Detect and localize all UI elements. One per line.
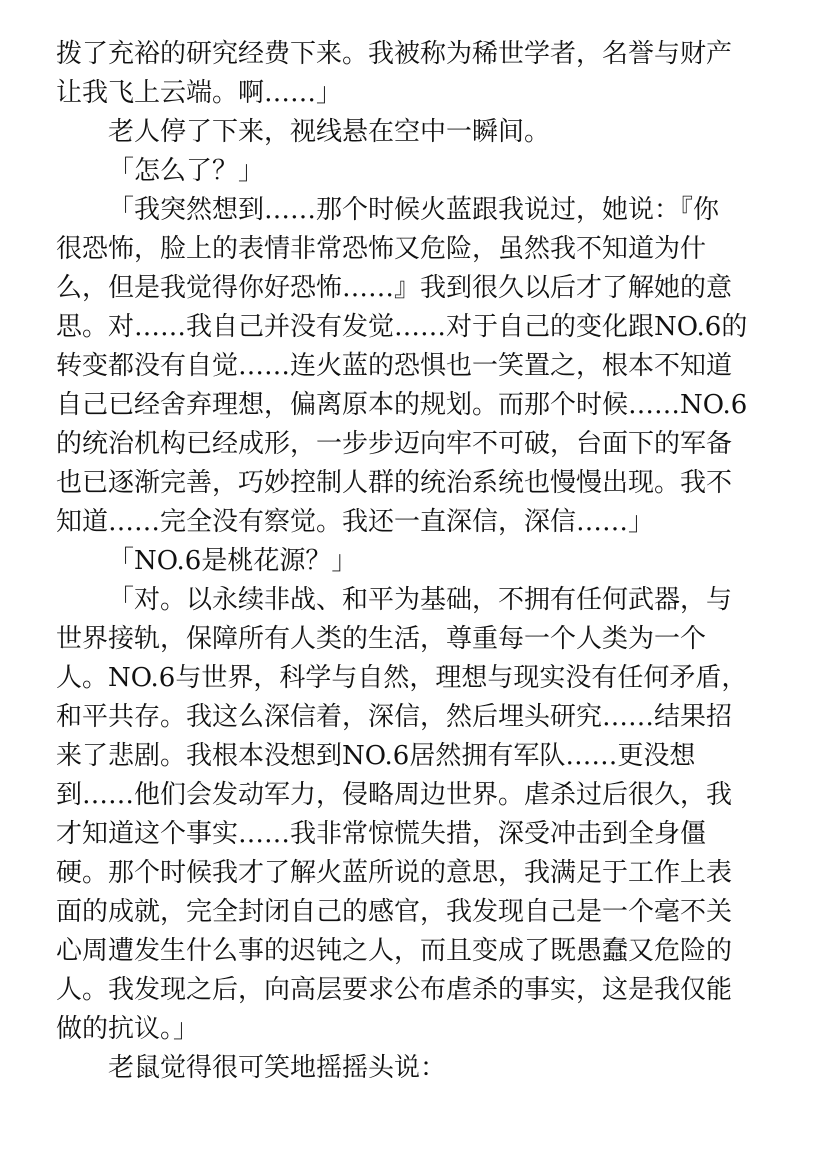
text-line: 到……他们会发动军力，侵略周边世界。虐杀过后很久，我: [56, 780, 733, 810]
text-line: 么，但是我觉得你好恐怖……』我到很久以后才了解她的意: [56, 273, 733, 303]
text-line: 世界接轨，保障所有人类的生活，尊重每一个人类为一个: [56, 624, 707, 654]
document-page: [56, 35, 770, 1088]
text-line: 老人停了下来，视线悬在空中一瞬间。: [108, 117, 551, 147]
text-line: 很恐怖，脸上的表情非常恐怖又危险，虽然我不知道为什: [56, 234, 707, 264]
text-line: 自己已经舍弃理想，偏离原本的规划。而那个时候……NO.6: [56, 390, 748, 420]
text-line: 硬。那个时候我才了解火蓝所说的意思，我满足于工作上表: [56, 858, 733, 888]
text-line: 「怎么了？」: [108, 156, 265, 186]
text-line: 转变都没有自觉……连火蓝的恐惧也一笑置之，根本不知道: [56, 351, 733, 381]
text-line: 的统治机构已经成形，一步步迈向牢不可破，台面下的军备: [56, 429, 733, 459]
text-line: 人。我发现之后，向高层要求公布虐杀的事实，这是我仅能: [56, 975, 733, 1005]
text-line: 和平共存。我这么深信着，深信，然后埋头研究……结果招: [56, 702, 733, 732]
text-line: 让我飞上云端。啊……」: [56, 78, 343, 108]
text-line: 知道……完全没有察觉。我还一直深信，深信……」: [56, 507, 655, 537]
text-line: 也已逐渐完善，巧妙控制人群的统治系统也慢慢出现。我不: [56, 468, 733, 498]
text-line: 思。对……我自己并没有发觉……对于自己的变化跟NO.6的: [56, 312, 748, 342]
text-line: 「对。以永续非战、和平为基础，不拥有任何武器，与: [108, 585, 733, 615]
text-line: 心周遭发生什么事的迟钝之人，而且变成了既愚蠢又危险的: [56, 936, 733, 966]
text-line: 面的成就，完全封闭自己的感官，我发现自己是一个毫不关: [56, 897, 733, 927]
text-line: 来了悲剧。我根本没想到NO.6居然拥有军队……更没想: [56, 741, 696, 771]
text-line: 老鼠觉得很可笑地摇摇头说：: [108, 1053, 447, 1083]
text-line: 「NO.6是桃花源？」: [108, 546, 358, 576]
text-line: 「我突然想到……那个时候火蓝跟我说过，她说：『你: [108, 195, 720, 225]
text-line: 拨了充裕的研究经费下来。我被称为稀世学者，名誉与财产: [56, 39, 733, 69]
text-line: 人。NO.6与世界，科学与自然，理想与现实没有任何矛盾，: [56, 663, 748, 693]
text-line: 做的抗议。」: [56, 1014, 200, 1044]
text-line: 才知道这个事实……我非常惊慌失措，深受冲击到全身僵: [56, 819, 707, 849]
